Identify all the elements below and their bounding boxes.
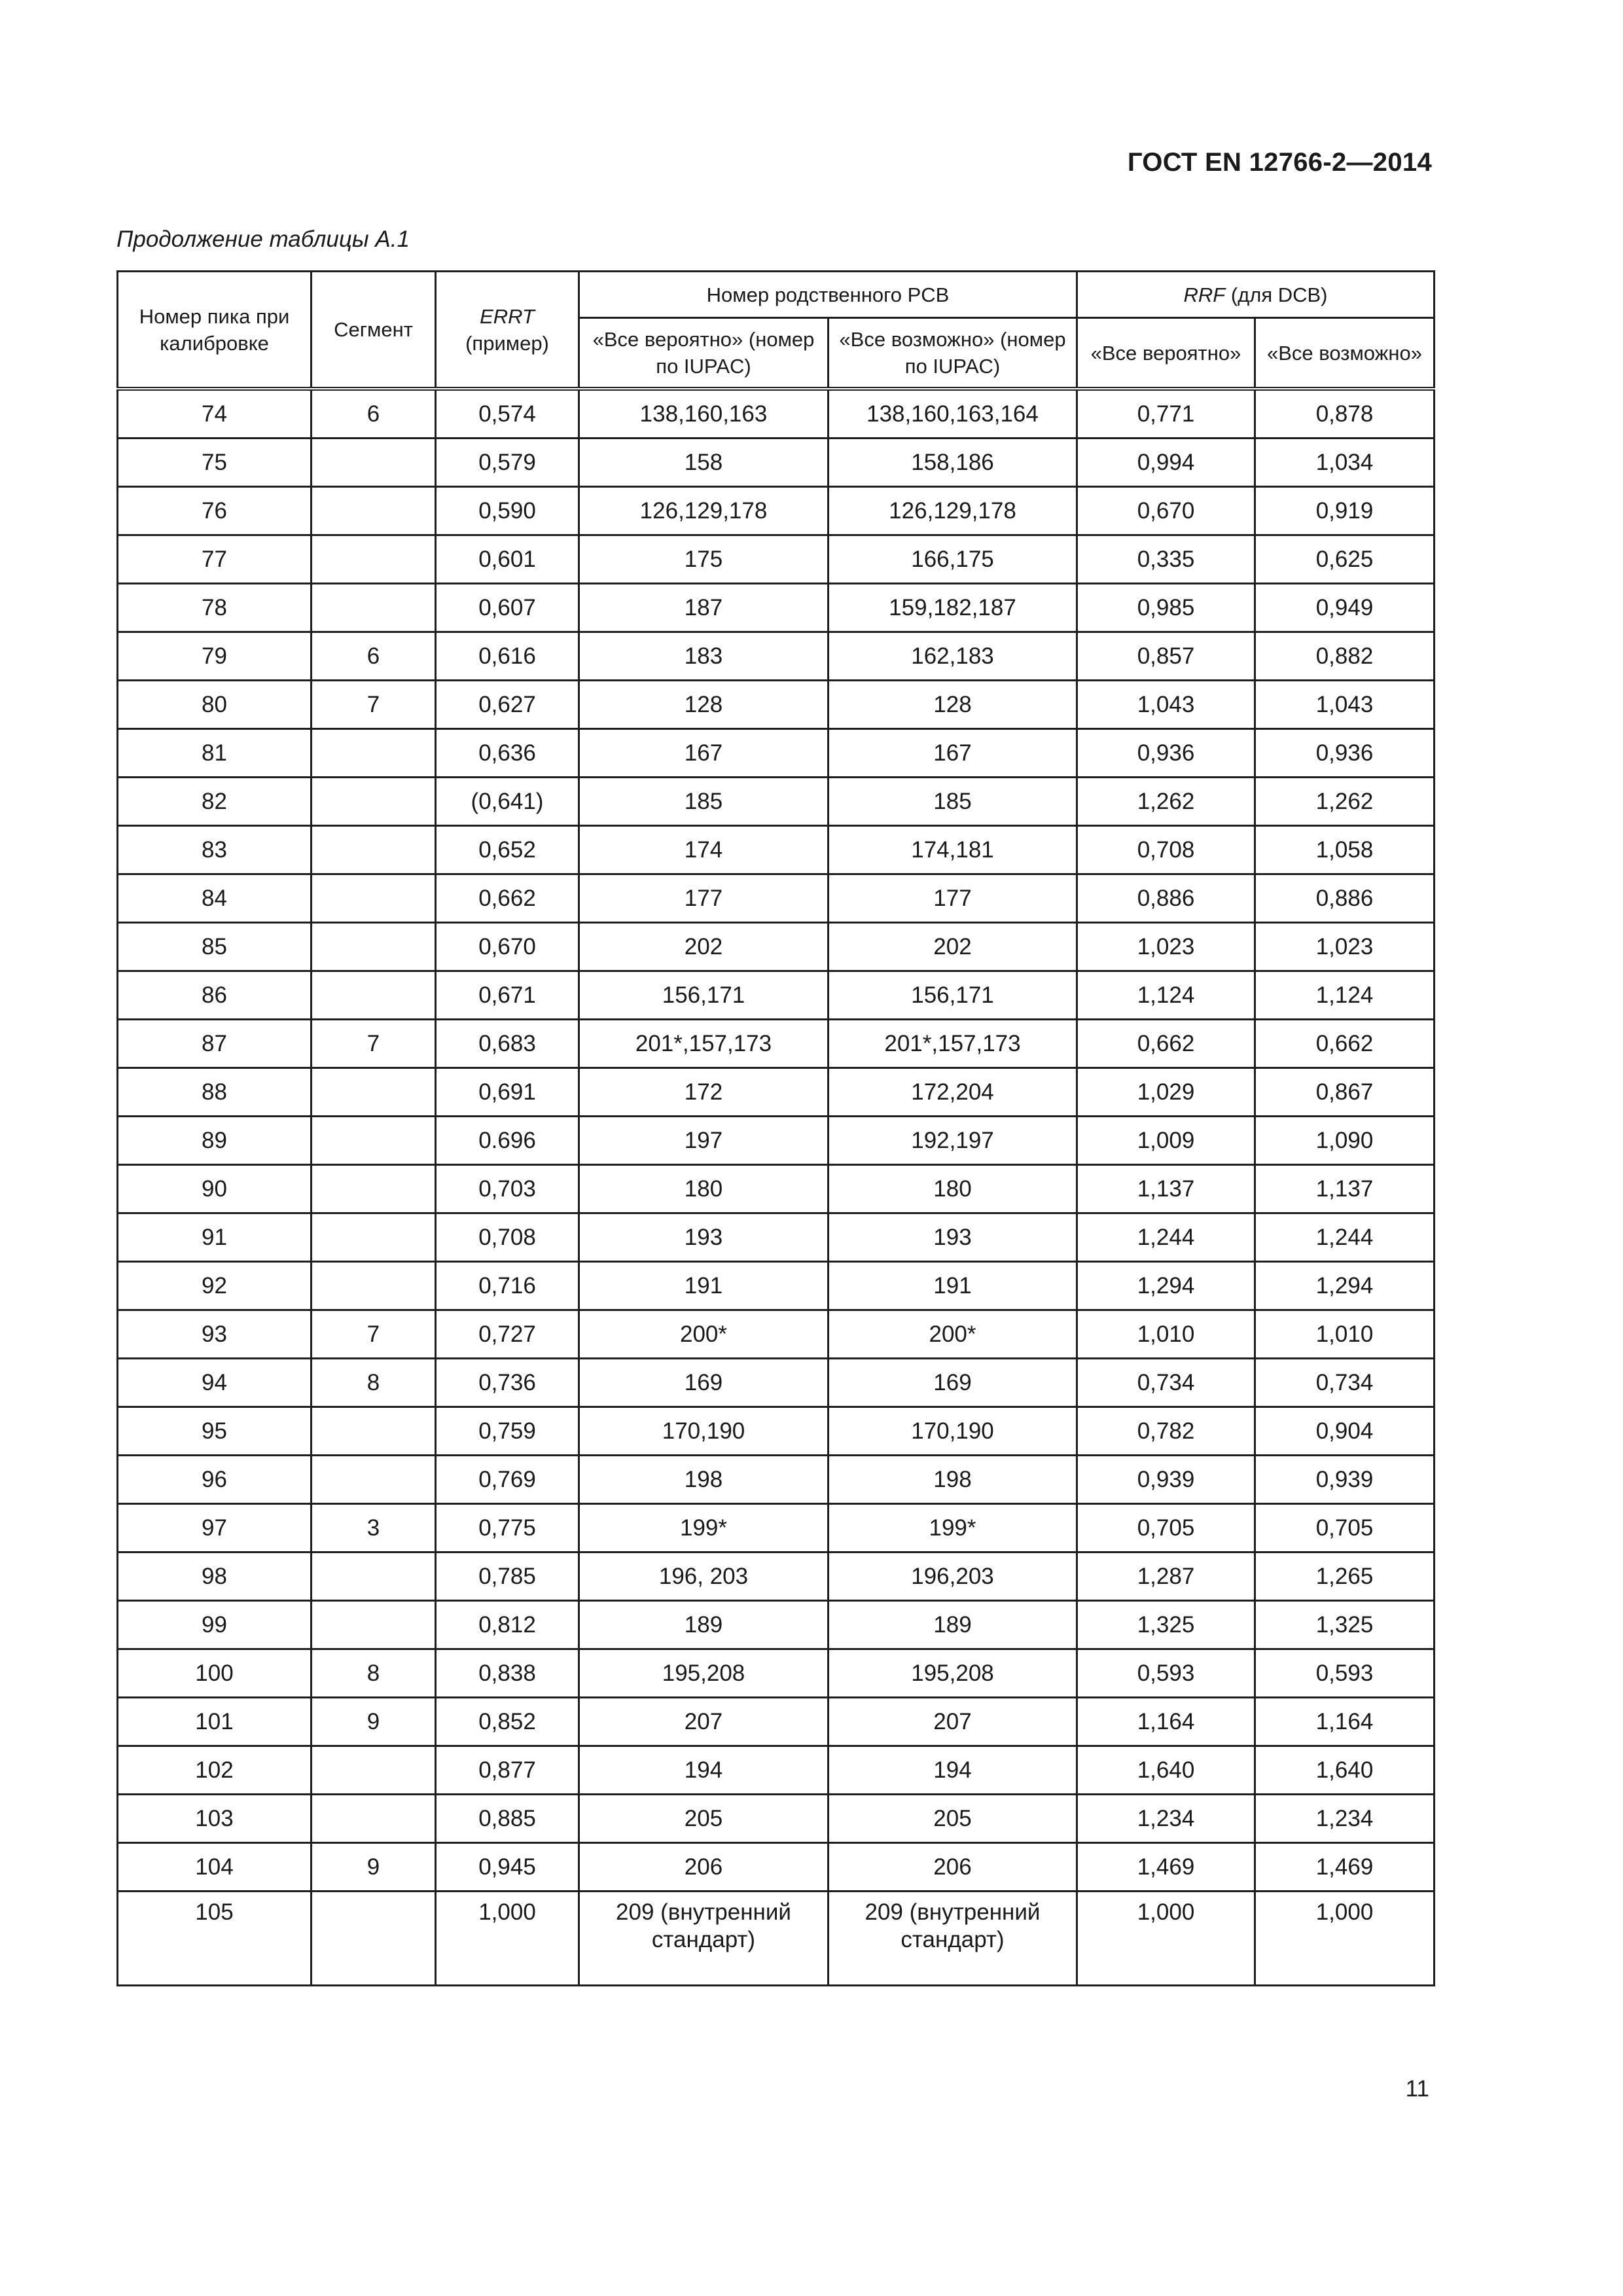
- peak-number-cell: 77: [118, 535, 312, 584]
- pcb-probable-cell: 199*: [579, 1504, 829, 1552]
- rrf-possible-cell: 1,244: [1255, 1213, 1435, 1262]
- pcb-possible-cell: 198: [829, 1456, 1077, 1504]
- peak-number-cell: 80: [118, 681, 312, 729]
- segment-cell: [312, 1892, 436, 1986]
- rrf-possible-cell: 0,662: [1255, 1020, 1435, 1068]
- pcb-possible-cell: 192,197: [829, 1117, 1077, 1165]
- header-peak-number: Номер пика при калибровке: [118, 272, 312, 389]
- pcb-probable-cell: 167: [579, 729, 829, 778]
- peak-number-cell: 83: [118, 826, 312, 874]
- segment-cell: 8: [312, 1359, 436, 1407]
- table-caption: Продолжение таблицы А.1: [116, 226, 410, 252]
- rrf-possible-cell: 1,090: [1255, 1117, 1435, 1165]
- segment-cell: 9: [312, 1843, 436, 1892]
- pcb-possible-cell: 189: [829, 1601, 1077, 1649]
- errt-cell: 0,601: [436, 535, 579, 584]
- pcb-possible-cell: 185: [829, 778, 1077, 826]
- pcb-probable-cell: 138,160,163: [579, 389, 829, 439]
- errt-cell: 0,652: [436, 826, 579, 874]
- errt-cell: 0,574: [436, 389, 579, 439]
- rrf-possible-cell: 0,936: [1255, 729, 1435, 778]
- segment-cell: 6: [312, 389, 436, 439]
- rrf-possible-cell: 1,325: [1255, 1601, 1435, 1649]
- rrf-probable-cell: 1,287: [1077, 1552, 1255, 1601]
- rrf-probable-cell: 1,009: [1077, 1117, 1255, 1165]
- rrf-probable-cell: 0,985: [1077, 584, 1255, 632]
- errt-cell: 0,785: [436, 1552, 579, 1601]
- errt-cell: 0,662: [436, 874, 579, 923]
- rrf-possible-cell: 0,878: [1255, 389, 1435, 439]
- table-row: [118, 729, 1435, 778]
- table-row: [118, 1552, 1435, 1601]
- segment-cell: 7: [312, 1310, 436, 1359]
- segment-cell: 8: [312, 1649, 436, 1698]
- table-row: [118, 535, 1435, 584]
- rrf-probable-cell: 0,670: [1077, 487, 1255, 535]
- rrf-possible-cell: 1,234: [1255, 1795, 1435, 1843]
- pcb-possible-cell: 196,203: [829, 1552, 1077, 1601]
- header-errt-note: (пример): [465, 331, 549, 355]
- pcb-possible-cell: 167: [829, 729, 1077, 778]
- peak-number-cell: 103: [118, 1795, 312, 1843]
- rrf-probable-cell: 1,294: [1077, 1262, 1255, 1310]
- page-number: 11: [1405, 2076, 1429, 2102]
- pcb-possible-cell: 172,204: [829, 1068, 1077, 1117]
- segment-cell: [312, 923, 436, 971]
- pcb-possible-cell: 195,208: [829, 1649, 1077, 1698]
- errt-cell: 0,812: [436, 1601, 579, 1649]
- errt-cell: 0,590: [436, 487, 579, 535]
- rrf-probable-cell: 0,939: [1077, 1456, 1255, 1504]
- pcb-probable-cell: 185: [579, 778, 829, 826]
- rrf-probable-cell: 1,029: [1077, 1068, 1255, 1117]
- table-row: [118, 681, 1435, 729]
- peak-number-cell: 76: [118, 487, 312, 535]
- errt-cell: 0,838: [436, 1649, 579, 1698]
- pcb-probable-cell: 201*,157,173: [579, 1020, 829, 1068]
- errt-cell: 0,683: [436, 1020, 579, 1068]
- segment-cell: [312, 535, 436, 584]
- segment-cell: [312, 487, 436, 535]
- pcb-probable-cell: 194: [579, 1746, 829, 1795]
- table-body: [118, 389, 1435, 1986]
- table-row: [118, 1117, 1435, 1165]
- segment-cell: [312, 1746, 436, 1795]
- pcb-probable-cell: 193: [579, 1213, 829, 1262]
- segment-cell: [312, 1068, 436, 1117]
- rrf-possible-cell: 0,949: [1255, 584, 1435, 632]
- pcb-probable-cell: 177: [579, 874, 829, 923]
- pcb-probable-cell: 189: [579, 1601, 829, 1649]
- pcb-possible-cell: 199*: [829, 1504, 1077, 1552]
- table-row: [118, 1213, 1435, 1262]
- errt-cell: 0,775: [436, 1504, 579, 1552]
- errt-cell: 0,607: [436, 584, 579, 632]
- pcb-probable-cell: 207: [579, 1698, 829, 1746]
- peak-number-cell: 93: [118, 1310, 312, 1359]
- rrf-probable-cell: 1,234: [1077, 1795, 1255, 1843]
- segment-cell: 7: [312, 1020, 436, 1068]
- rrf-possible-cell: 0,705: [1255, 1504, 1435, 1552]
- peak-number-cell: 91: [118, 1213, 312, 1262]
- rrf-possible-cell: 1,058: [1255, 826, 1435, 874]
- pcb-possible-cell: 126,129,178: [829, 487, 1077, 535]
- rrf-probable-cell: 0,771: [1077, 389, 1255, 439]
- table-row: [118, 1359, 1435, 1407]
- peak-number-cell: 86: [118, 971, 312, 1020]
- peak-number-cell: 78: [118, 584, 312, 632]
- pcb-possible-cell: 128: [829, 681, 1077, 729]
- table-row: [118, 1649, 1435, 1698]
- table-row: [118, 874, 1435, 923]
- rrf-probable-cell: 0,994: [1077, 439, 1255, 487]
- pcb-possible-cell: 205: [829, 1795, 1077, 1843]
- peak-number-cell: 104: [118, 1843, 312, 1892]
- errt-cell: (0,641): [436, 778, 579, 826]
- rrf-probable-cell: 0,886: [1077, 874, 1255, 923]
- peak-number-cell: 96: [118, 1456, 312, 1504]
- peak-number-cell: 90: [118, 1165, 312, 1213]
- table-row: [118, 1068, 1435, 1117]
- header-rrf-group: [1077, 272, 1435, 318]
- rrf-probable-cell: 1,640: [1077, 1746, 1255, 1795]
- pcb-possible-cell: 207: [829, 1698, 1077, 1746]
- errt-cell: 0,945: [436, 1843, 579, 1892]
- errt-cell: 0,616: [436, 632, 579, 681]
- pcb-possible-cell: 177: [829, 874, 1077, 923]
- errt-cell: 0,852: [436, 1698, 579, 1746]
- rrf-probable-cell: 1,000: [1077, 1892, 1255, 1986]
- peak-number-cell: 100: [118, 1649, 312, 1698]
- segment-cell: [312, 1601, 436, 1649]
- peak-number-cell: 84: [118, 874, 312, 923]
- rrf-probable-cell: 0,705: [1077, 1504, 1255, 1552]
- pcb-possible-cell: 180: [829, 1165, 1077, 1213]
- header-rrf-label: RRF: [1183, 283, 1226, 306]
- errt-cell: 0,769: [436, 1456, 579, 1504]
- errt-cell: 0,636: [436, 729, 579, 778]
- pcb-probable-cell: 200*: [579, 1310, 829, 1359]
- peak-number-cell: 85: [118, 923, 312, 971]
- rrf-probable-cell: 1,325: [1077, 1601, 1255, 1649]
- pcb-possible-cell: 209 (внутренний стандарт): [829, 1892, 1077, 1986]
- header-rrf-possible: «Все возможно»: [1255, 318, 1435, 389]
- peak-number-cell: 94: [118, 1359, 312, 1407]
- rrf-probable-cell: 1,469: [1077, 1843, 1255, 1892]
- errt-cell: 0,877: [436, 1746, 579, 1795]
- table-row: [118, 1020, 1435, 1068]
- pcb-probable-cell: 191: [579, 1262, 829, 1310]
- peak-number-cell: 81: [118, 729, 312, 778]
- rrf-possible-cell: 0,919: [1255, 487, 1435, 535]
- pcb-probable-cell: 175: [579, 535, 829, 584]
- rrf-possible-cell: 1,034: [1255, 439, 1435, 487]
- peak-number-cell: 75: [118, 439, 312, 487]
- pcb-probable-cell: 202: [579, 923, 829, 971]
- pcb-probable-cell: 195,208: [579, 1649, 829, 1698]
- rrf-possible-cell: 1,640: [1255, 1746, 1435, 1795]
- rrf-probable-cell: 1,244: [1077, 1213, 1255, 1262]
- table-row: [118, 1795, 1435, 1843]
- table-header: [118, 272, 1435, 389]
- errt-cell: 0,716: [436, 1262, 579, 1310]
- errt-cell: 0,885: [436, 1795, 579, 1843]
- rrf-possible-cell: 1,294: [1255, 1262, 1435, 1310]
- errt-cell: 0,727: [436, 1310, 579, 1359]
- pcb-probable-cell: 187: [579, 584, 829, 632]
- segment-cell: [312, 439, 436, 487]
- pcb-probable-cell: 197: [579, 1117, 829, 1165]
- peak-number-cell: 95: [118, 1407, 312, 1456]
- rrf-probable-cell: 0,662: [1077, 1020, 1255, 1068]
- pcb-possible-cell: 193: [829, 1213, 1077, 1262]
- rrf-possible-cell: 0,867: [1255, 1068, 1435, 1117]
- segment-cell: [312, 1795, 436, 1843]
- errt-cell: 0,703: [436, 1165, 579, 1213]
- errt-cell: 0,627: [436, 681, 579, 729]
- rrf-possible-cell: 1,469: [1255, 1843, 1435, 1892]
- rrf-possible-cell: 0,625: [1255, 535, 1435, 584]
- pcb-probable-cell: 196, 203: [579, 1552, 829, 1601]
- segment-cell: [312, 1407, 436, 1456]
- pcb-possible-cell: 206: [829, 1843, 1077, 1892]
- peak-number-cell: 99: [118, 1601, 312, 1649]
- pcb-probable-cell: 198: [579, 1456, 829, 1504]
- segment-cell: [312, 1262, 436, 1310]
- rrf-probable-cell: 1,124: [1077, 971, 1255, 1020]
- pcb-probable-cell: 183: [579, 632, 829, 681]
- pcb-possible-cell: 169: [829, 1359, 1077, 1407]
- segment-cell: [312, 1117, 436, 1165]
- segment-cell: [312, 778, 436, 826]
- pcb-possible-cell: 191: [829, 1262, 1077, 1310]
- segment-cell: [312, 584, 436, 632]
- rrf-possible-cell: 1,023: [1255, 923, 1435, 971]
- peak-number-cell: 102: [118, 1746, 312, 1795]
- pcb-probable-cell: 169: [579, 1359, 829, 1407]
- pcb-possible-cell: 201*,157,173: [829, 1020, 1077, 1068]
- errt-cell: 0,736: [436, 1359, 579, 1407]
- header-pcb-group: Номер родственного PCB: [579, 272, 1077, 318]
- table-row: [118, 923, 1435, 971]
- segment-cell: 6: [312, 632, 436, 681]
- rrf-possible-cell: 1,137: [1255, 1165, 1435, 1213]
- segment-cell: [312, 729, 436, 778]
- table-row: [118, 1262, 1435, 1310]
- pcb-possible-cell: 194: [829, 1746, 1077, 1795]
- header-rrf-note: (для DCB): [1225, 283, 1328, 306]
- errt-cell: 0,708: [436, 1213, 579, 1262]
- rrf-probable-cell: 1,010: [1077, 1310, 1255, 1359]
- pcb-probable-cell: 209 (внутренний стандарт): [579, 1892, 829, 1986]
- rrf-probable-cell: 1,023: [1077, 923, 1255, 971]
- rrf-probable-cell: 0,708: [1077, 826, 1255, 874]
- header-errt: [436, 272, 579, 389]
- rrf-probable-cell: 1,262: [1077, 778, 1255, 826]
- table-row: [118, 632, 1435, 681]
- table-row: [118, 1843, 1435, 1892]
- table-row: [118, 1165, 1435, 1213]
- errt-cell: 0,670: [436, 923, 579, 971]
- rrf-possible-cell: 0,593: [1255, 1649, 1435, 1698]
- pcb-possible-cell: 202: [829, 923, 1077, 971]
- pcb-possible-cell: 174,181: [829, 826, 1077, 874]
- rrf-probable-cell: 0,782: [1077, 1407, 1255, 1456]
- pcb-probable-cell: 180: [579, 1165, 829, 1213]
- rrf-possible-cell: 1,043: [1255, 681, 1435, 729]
- header-segment: Сегмент: [312, 272, 436, 389]
- segment-cell: [312, 1552, 436, 1601]
- errt-cell: 0,671: [436, 971, 579, 1020]
- errt-cell: 0,759: [436, 1407, 579, 1456]
- table-row: [118, 1310, 1435, 1359]
- pcb-possible-cell: 159,182,187: [829, 584, 1077, 632]
- rrf-possible-cell: 0,886: [1255, 874, 1435, 923]
- table-row: [118, 1456, 1435, 1504]
- rrf-probable-cell: 0,593: [1077, 1649, 1255, 1698]
- document-code: ГОСТ EN 12766-2—2014: [1127, 148, 1432, 177]
- errt-cell: 1,000: [436, 1892, 579, 1986]
- rrf-probable-cell: 1,164: [1077, 1698, 1255, 1746]
- header-errt-label: ERRT: [480, 304, 535, 328]
- table-row: [118, 439, 1435, 487]
- rrf-probable-cell: 0,734: [1077, 1359, 1255, 1407]
- segment-cell: 9: [312, 1698, 436, 1746]
- pcb-probable-cell: 174: [579, 826, 829, 874]
- peak-number-cell: 89: [118, 1117, 312, 1165]
- segment-cell: [312, 1213, 436, 1262]
- header-rrf-probable: «Все вероятно»: [1077, 318, 1255, 389]
- table-row: [118, 1892, 1435, 1986]
- pcb-probable-cell: 206: [579, 1843, 829, 1892]
- header-pcb-possible: «Все возможно» (номер по IUPAC): [829, 318, 1077, 389]
- rrf-possible-cell: 1,164: [1255, 1698, 1435, 1746]
- peak-number-cell: 88: [118, 1068, 312, 1117]
- peak-number-cell: 97: [118, 1504, 312, 1552]
- segment-cell: [312, 826, 436, 874]
- rrf-probable-cell: 1,137: [1077, 1165, 1255, 1213]
- rrf-possible-cell: 1,262: [1255, 778, 1435, 826]
- rrf-possible-cell: 1,124: [1255, 971, 1435, 1020]
- pcb-probable-cell: 126,129,178: [579, 487, 829, 535]
- segment-cell: [312, 971, 436, 1020]
- rrf-possible-cell: 1,265: [1255, 1552, 1435, 1601]
- data-table: [116, 270, 1435, 1986]
- peak-number-cell: 74: [118, 389, 312, 439]
- pcb-probable-cell: 128: [579, 681, 829, 729]
- table-row: [118, 1698, 1435, 1746]
- pcb-possible-cell: 162,183: [829, 632, 1077, 681]
- rrf-probable-cell: 0,857: [1077, 632, 1255, 681]
- pcb-possible-cell: 166,175: [829, 535, 1077, 584]
- header-pcb-probable: «Все вероятно» (номер по IUPAC): [579, 318, 829, 389]
- pcb-probable-cell: 172: [579, 1068, 829, 1117]
- peak-number-cell: 82: [118, 778, 312, 826]
- errt-cell: 0,691: [436, 1068, 579, 1117]
- rrf-probable-cell: 0,335: [1077, 535, 1255, 584]
- rrf-probable-cell: 1,043: [1077, 681, 1255, 729]
- peak-number-cell: 79: [118, 632, 312, 681]
- rrf-possible-cell: 1,010: [1255, 1310, 1435, 1359]
- pcb-probable-cell: 205: [579, 1795, 829, 1843]
- segment-cell: [312, 1165, 436, 1213]
- table-row: [118, 487, 1435, 535]
- table-row: [118, 971, 1435, 1020]
- table-row: [118, 1504, 1435, 1552]
- peak-number-cell: 101: [118, 1698, 312, 1746]
- table-row: [118, 1746, 1435, 1795]
- pcb-possible-cell: 158,186: [829, 439, 1077, 487]
- pcb-possible-cell: 138,160,163,164: [829, 389, 1077, 439]
- peak-number-cell: 105: [118, 1892, 312, 1986]
- table-row: [118, 584, 1435, 632]
- rrf-possible-cell: 0,939: [1255, 1456, 1435, 1504]
- segment-cell: 3: [312, 1504, 436, 1552]
- rrf-possible-cell: 0,882: [1255, 632, 1435, 681]
- peak-number-cell: 87: [118, 1020, 312, 1068]
- rrf-possible-cell: 1,000: [1255, 1892, 1435, 1986]
- segment-cell: 7: [312, 681, 436, 729]
- rrf-possible-cell: 0,734: [1255, 1359, 1435, 1407]
- pcb-probable-cell: 156,171: [579, 971, 829, 1020]
- table-row: [118, 826, 1435, 874]
- segment-cell: [312, 874, 436, 923]
- rrf-probable-cell: 0,936: [1077, 729, 1255, 778]
- table-row: [118, 1601, 1435, 1649]
- peak-number-cell: 98: [118, 1552, 312, 1601]
- pcb-possible-cell: 200*: [829, 1310, 1077, 1359]
- pcb-probable-cell: 170,190: [579, 1407, 829, 1456]
- segment-cell: [312, 1456, 436, 1504]
- rrf-possible-cell: 0,904: [1255, 1407, 1435, 1456]
- pcb-probable-cell: 158: [579, 439, 829, 487]
- peak-number-cell: 92: [118, 1262, 312, 1310]
- pcb-possible-cell: 170,190: [829, 1407, 1077, 1456]
- errt-cell: 0,579: [436, 439, 579, 487]
- pcb-possible-cell: 156,171: [829, 971, 1077, 1020]
- errt-cell: 0.696: [436, 1117, 579, 1165]
- table-row: [118, 389, 1435, 439]
- table-row: [118, 778, 1435, 826]
- table-row: [118, 1407, 1435, 1456]
